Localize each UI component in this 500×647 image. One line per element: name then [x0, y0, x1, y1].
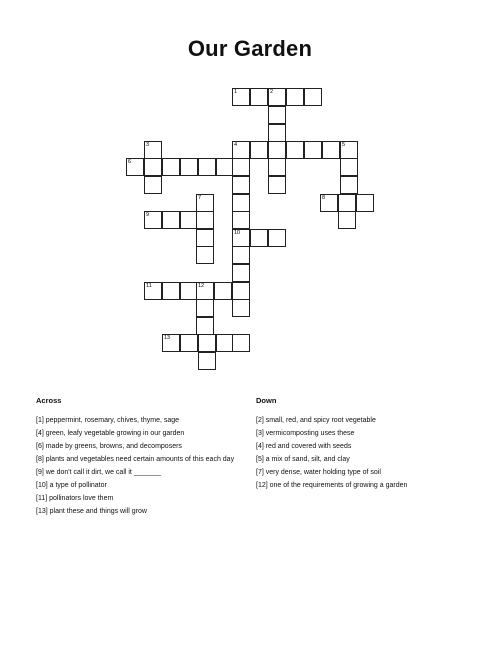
crossword-cell[interactable]	[232, 211, 250, 229]
crossword-cell[interactable]	[162, 282, 180, 300]
clue-number: 12	[198, 283, 205, 289]
crossword-cell[interactable]	[196, 317, 214, 335]
crossword-cell[interactable]	[232, 88, 250, 106]
crossword-cell[interactable]	[232, 176, 250, 194]
across-clue-list	[36, 416, 246, 516]
crossword-cell[interactable]	[338, 194, 356, 212]
crossword-cell[interactable]	[232, 158, 250, 176]
page-title: Our Garden	[187, 36, 313, 61]
crossword-cell[interactable]	[268, 176, 286, 194]
crossword-cell[interactable]	[144, 211, 162, 229]
crossword-cell[interactable]	[250, 141, 268, 159]
crossword-cell[interactable]	[232, 229, 250, 247]
crossword-cell[interactable]	[268, 141, 286, 159]
crossword-cell[interactable]	[180, 158, 198, 176]
crossword-cell[interactable]	[232, 264, 250, 282]
clue-number: 4	[234, 142, 238, 148]
crossword-cell[interactable]	[214, 282, 232, 300]
crossword-cell[interactable]	[356, 194, 374, 212]
clue-number: 8	[322, 195, 326, 201]
clue-number: 2	[270, 89, 274, 95]
clue-number: 5	[342, 142, 346, 148]
clue-number: 13	[164, 335, 171, 341]
crossword-cell[interactable]	[304, 88, 322, 106]
across-clue: [6] made by greens, browns, and decomposers	[36, 443, 182, 450]
down-clue: [3] vermicomposting uses these	[256, 430, 355, 437]
crossword-cell[interactable]	[162, 158, 180, 176]
crossword-cell[interactable]	[232, 246, 250, 264]
crossword-cell[interactable]	[196, 246, 214, 264]
crossword-cell[interactable]	[232, 194, 250, 212]
across-clue: [11] pollinators love them	[36, 495, 114, 502]
crossword-cell[interactable]	[268, 124, 286, 142]
down-clue: [12] one of the requirements of growing a garden	[256, 482, 408, 489]
crossword-cell[interactable]	[322, 141, 340, 159]
across-clue: [9] we don't call it dirt, we call it _______	[36, 469, 162, 476]
across-clues	[36, 396, 246, 520]
crossword-cell[interactable]	[144, 158, 162, 176]
crossword-cell[interactable]	[162, 334, 180, 352]
crossword-cell[interactable]	[340, 141, 358, 159]
crossword-cell[interactable]	[126, 158, 144, 176]
clue-number: 10	[234, 230, 241, 236]
crossword-cell[interactable]	[268, 106, 286, 124]
crossword-cell[interactable]	[232, 334, 250, 352]
clue-number: 7	[198, 195, 202, 201]
crossword-cell[interactable]	[304, 141, 322, 159]
across-clue: [8] plants and vegetables need certain amounts of this each day	[36, 456, 235, 463]
crossword-cell[interactable]	[340, 158, 358, 176]
crossword-cell[interactable]	[162, 211, 180, 229]
clue-number: 3	[146, 142, 150, 148]
crossword-cell[interactable]	[196, 282, 214, 300]
clue-number: 11	[146, 283, 152, 289]
crossword-cell[interactable]	[268, 229, 286, 247]
across-clue: [10] a type of pollinator	[36, 482, 107, 489]
crossword-cell[interactable]	[232, 282, 250, 300]
clue-number: 1	[234, 89, 238, 95]
crossword-cell[interactable]	[340, 176, 358, 194]
crossword-cell[interactable]	[250, 229, 268, 247]
across-heading: Across	[36, 396, 62, 405]
crossword-cell[interactable]	[144, 176, 162, 194]
crossword-cell[interactable]	[232, 299, 250, 317]
crossword-cell[interactable]	[198, 352, 216, 370]
crossword-cell[interactable]	[144, 282, 162, 300]
crossword-cell[interactable]	[196, 229, 214, 247]
crossword-cell[interactable]	[196, 211, 214, 229]
crossword-cell[interactable]	[286, 141, 304, 159]
crossword-cell[interactable]	[198, 334, 216, 352]
down-heading: Down	[256, 396, 277, 405]
across-clue: [4] green, leafy vegetable growing in our garden	[36, 430, 185, 437]
clue-number: 6	[128, 159, 132, 165]
crossword-cell[interactable]	[144, 141, 162, 159]
crossword-cell[interactable]	[286, 88, 304, 106]
across-clue: [1] peppermint, rosemary, chives, thyme, sage	[36, 417, 180, 424]
crossword-cell[interactable]	[338, 211, 356, 229]
down-clue-list	[256, 416, 456, 490]
crossword-cell[interactable]	[196, 194, 214, 212]
crossword-cell[interactable]	[268, 158, 286, 176]
across-clue: [13] plant these and things will grow	[36, 508, 147, 515]
crossword-cell[interactable]	[198, 158, 216, 176]
down-clues	[256, 396, 456, 494]
crossword-cell[interactable]	[180, 334, 198, 352]
crossword-cell[interactable]	[232, 141, 250, 159]
crossword-cell[interactable]	[196, 299, 214, 317]
down-clue: [4] red and covered with seeds	[256, 443, 352, 450]
down-clue: [5] a mix of sand, silt, and clay	[256, 456, 350, 463]
crossword-cell[interactable]	[250, 88, 268, 106]
clue-number: 9	[146, 212, 150, 218]
down-clue: [7] very dense, water holding type of soil	[256, 469, 381, 476]
crossword-cell[interactable]	[268, 88, 286, 106]
down-clue: [2] small, red, and spicy root vegetable	[256, 417, 376, 424]
crossword-cell[interactable]	[320, 194, 338, 212]
